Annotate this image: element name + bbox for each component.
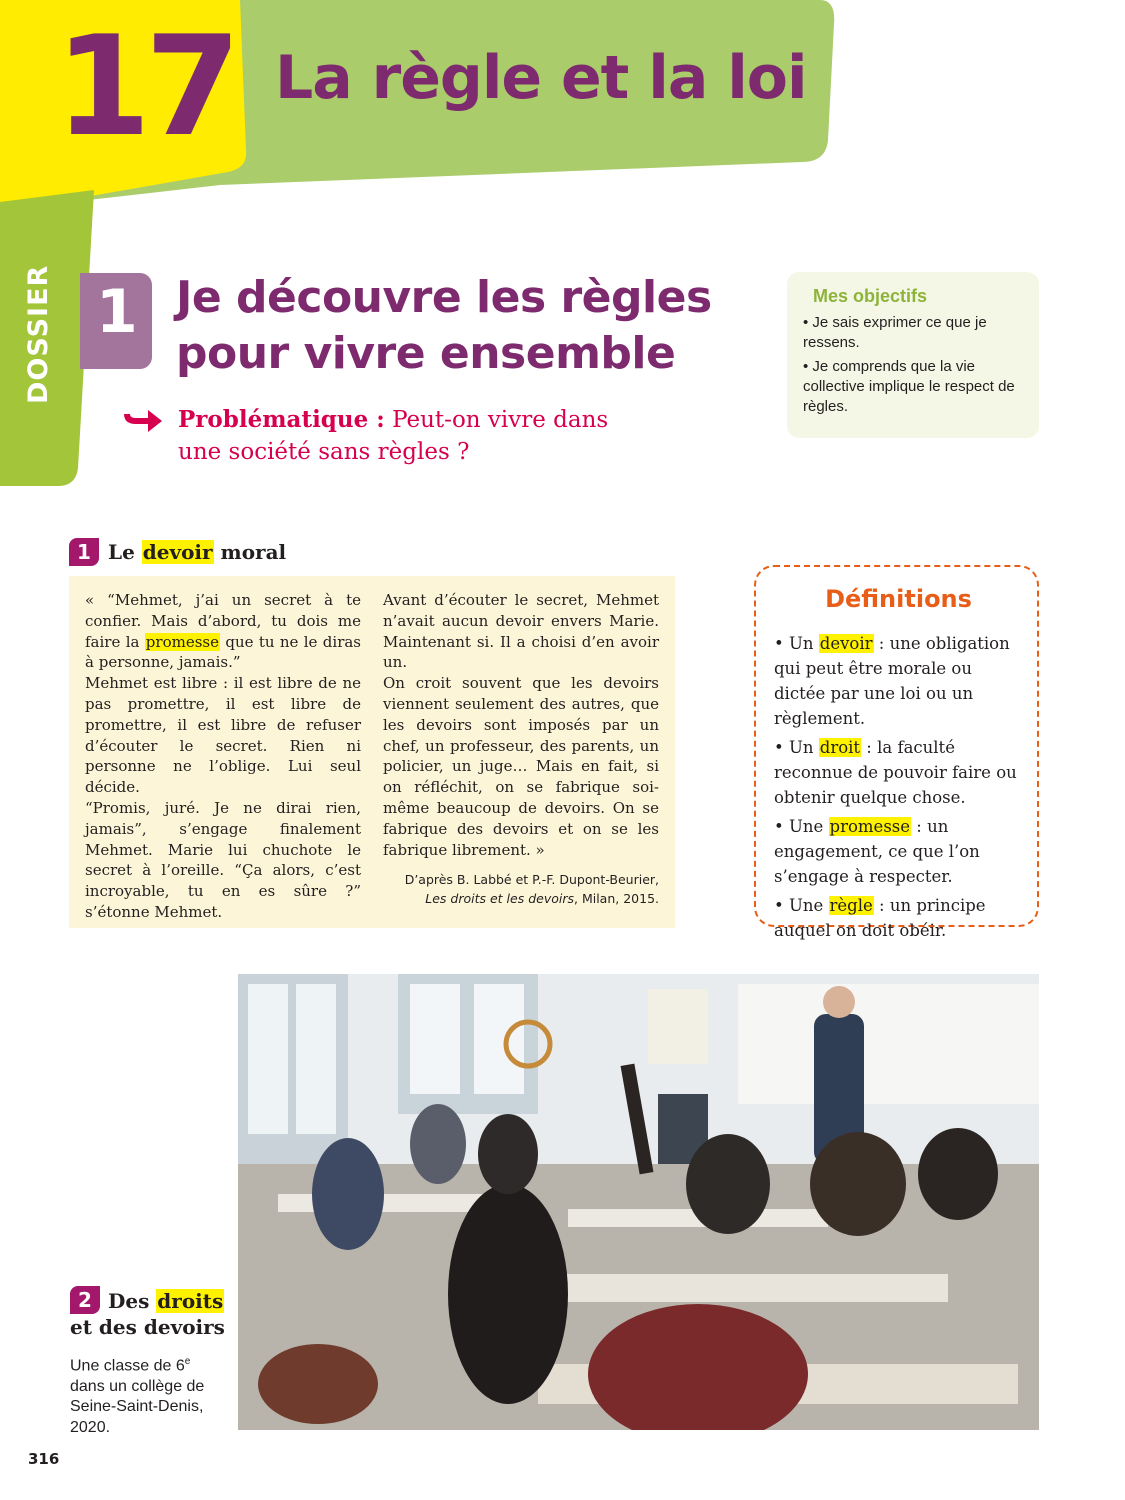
caption-text-a: Une classe de 6 — [70, 1357, 185, 1375]
problematique-label: Problématique : — [178, 406, 385, 433]
doc2-badge: 2 — [70, 1286, 100, 1314]
source-publisher: , Milan, 2015. — [574, 891, 659, 907]
text-run: • Une — [774, 896, 829, 915]
text-run: « “Mehmet, j’ai un secret à te confier. Mais d’abord, tu dois me faire la — [85, 591, 361, 651]
definition-item — [774, 735, 1023, 810]
dossier-label: DOSSIER — [23, 264, 54, 404]
definition-item — [774, 893, 1023, 943]
doc1-paragraph — [85, 590, 361, 673]
definition-term: règle — [829, 896, 873, 915]
doc2-caption — [70, 1352, 220, 1438]
doc2-title-highlight: droits — [157, 1289, 224, 1313]
arrow-right-icon — [122, 410, 164, 434]
dossier-title-line1: Je découvre les règles — [176, 272, 712, 323]
doc1-column-2 — [383, 590, 659, 908]
doc2-title-line1 — [108, 1288, 224, 1315]
doc1-badge: 1 — [69, 538, 99, 566]
definition-text: : une obligation qui peut être morale ou dictée par une loi ou un règlement. — [774, 634, 1010, 728]
text-run: • Un — [774, 738, 819, 757]
definition-term: devoir — [819, 634, 873, 653]
doc2-title-pre: Des — [108, 1289, 157, 1313]
definition-term: promesse — [829, 817, 911, 836]
objectives-title: Mes objectifs — [813, 286, 928, 306]
objectives-box — [787, 272, 1039, 438]
doc1-title-post: moral — [213, 540, 287, 564]
source-book-title: Les droits et les devoirs — [425, 891, 574, 907]
doc1-paragraph: “Promis, juré. Je ne dirai rien, jamais”, s’engage finalement Mehmet. Marie lui chuchote le secret à l’oreille. “Ça alors, c’est incroyable, tu en es sûre ?” s’étonne Mehmet. — [85, 798, 361, 921]
text-run: • Une — [774, 817, 829, 836]
highlight-promesse: promesse — [145, 632, 219, 651]
doc1-column-1 — [85, 590, 361, 923]
doc2-title-line2: et des devoirs — [70, 1315, 225, 1339]
objective-item: • Je sais exprimer ce que je ressens. — [803, 314, 987, 351]
doc1-text-box — [69, 576, 675, 928]
objective-item: • Je comprends que la vie collective implique le respect de règles. — [803, 358, 1015, 415]
doc1-title-pre: Le — [108, 540, 142, 564]
doc1-paragraph: Mehmet est libre : il est libre de ne pas promettre, il est libre de promettre, il est libre de refuser d’écouter le secret. Rien ni personne ne l’oblige. Lui seul décide. — [85, 674, 361, 797]
caption-text-b: dans un collège de Seine-Saint-Denis, 2020. — [70, 1377, 205, 1436]
definition-text: : un principe auquel on doit obéir. — [774, 896, 986, 940]
doc1-source — [383, 870, 659, 908]
dossier-number: 1 — [96, 277, 138, 347]
doc1-paragraph: On croit souvent que les devoirs viennent seulement des autres, que les devoirs sont imposés par un chef, un professeur, des parents, un policier, un juge… Mais en fait, si on réfléchit, on se fabrique soi-même beaucoup de devoirs. On se fabrique des devoirs et on se les fabrique librement. » — [383, 674, 659, 859]
definition-item — [774, 631, 1023, 731]
chapter-title: La règle et la loi — [275, 43, 807, 113]
definition-text: : la faculté reconnue de pouvoir faire ou obtenir quelque chose. — [774, 738, 1017, 807]
definition-term: droit — [819, 738, 861, 757]
page-number: 316 — [28, 1450, 60, 1468]
classroom-photo — [238, 974, 1039, 1430]
problematique — [178, 404, 618, 468]
doc1-title — [108, 540, 286, 564]
definition-text: : un engagement, ce que l’on s’engage à respecter. — [774, 817, 980, 886]
problematique-text: Peut-on vivre dans une société sans règles ? — [178, 407, 609, 465]
definitions-box — [754, 565, 1039, 940]
chapter-number: 17 — [55, 6, 236, 167]
dossier-title — [176, 270, 712, 382]
doc1-title-highlight: devoir — [142, 540, 213, 564]
source-authors: D’après B. Labbé et P.-F. Dupont-Beurier, — [404, 872, 659, 888]
dossier-title-line2: pour vivre ensemble — [176, 328, 676, 379]
definition-item — [774, 814, 1023, 889]
text-run: que tu ne le diras à personne, jamais.” — [85, 632, 361, 672]
definitions-title: Définitions — [825, 585, 972, 613]
caption-superscript: e — [184, 1356, 191, 1367]
doc1-paragraph: Avant d’écouter le secret, Mehmet n’avait aucun devoir envers Marie. Maintenant si. Il a choisi d’en avoir un. — [383, 591, 659, 672]
text-run: • Un — [774, 634, 819, 653]
